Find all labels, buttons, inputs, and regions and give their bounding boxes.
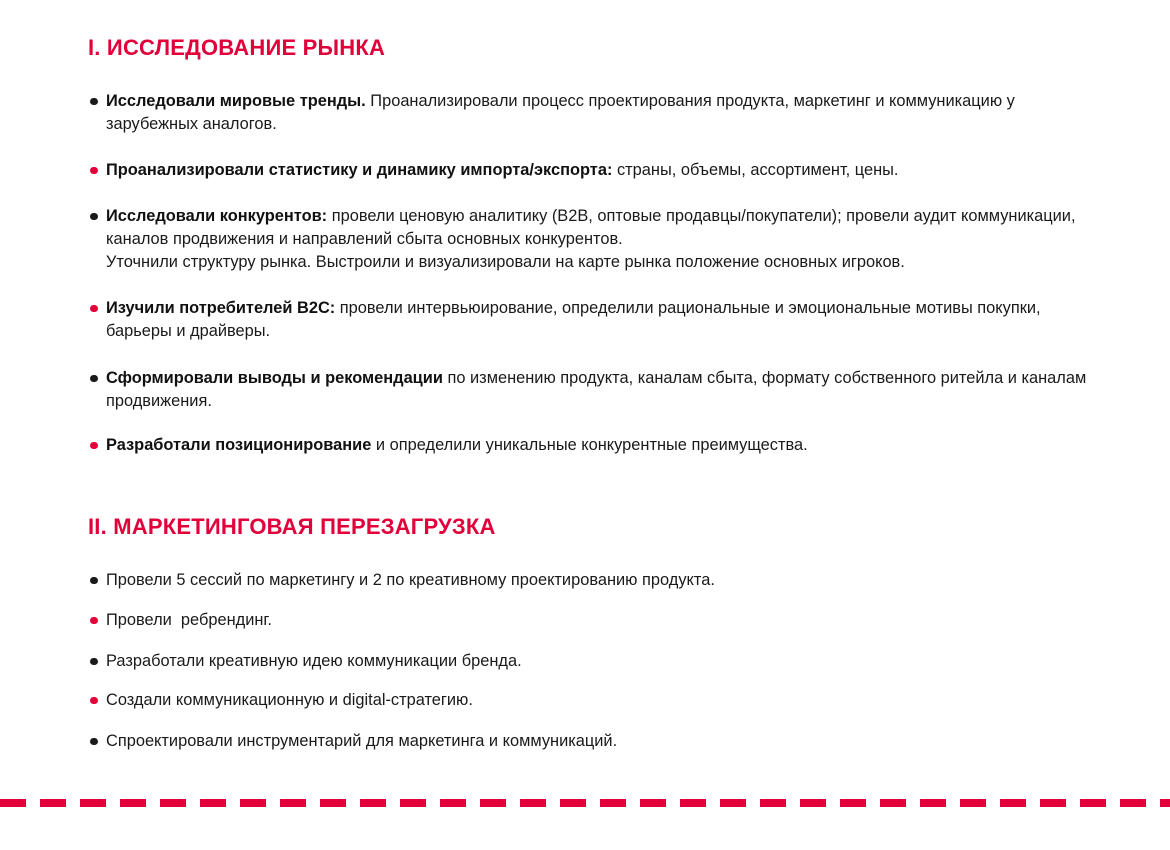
list-item <box>106 205 1096 274</box>
bullet-icon <box>90 738 98 745</box>
list-item <box>106 434 1096 457</box>
bullet-icon <box>90 213 98 220</box>
item-bold: Исследовали конкурентов: <box>106 207 328 225</box>
item-text: Разработали креативную идею коммуникации бренда. <box>106 652 522 670</box>
item-text: по изменению продукта, каналам сбыта, формату собственного ритейла и каналам продвижения. <box>106 369 1087 410</box>
section1-title: I. ИССЛЕДОВАНИЕ РЫНКА <box>88 35 386 60</box>
bullet-icon <box>90 697 98 704</box>
list-item <box>106 609 1096 632</box>
item-bold: Сформировали выводы и рекомендации <box>106 369 443 387</box>
bullet-icon <box>90 375 98 382</box>
bullet-icon <box>90 442 98 449</box>
item-text: Проанализировали процесс проектирования продукта, маркетинг и коммуникацию у зарубежных аналогов. <box>106 92 1015 133</box>
item-text: Провели 5 сессий по маркетингу и 2 по креативному проектированию продукта. <box>106 571 715 589</box>
list-item <box>106 90 1096 136</box>
bullet-icon <box>90 658 98 665</box>
item-text: Провели ребрендинг. <box>106 611 272 629</box>
item-text: Создали коммуникационную и digital-стратегию. <box>106 691 473 709</box>
item-bold: Исследовали мировые тренды. <box>106 92 366 110</box>
bullet-icon <box>90 577 98 584</box>
list-item <box>106 650 1096 673</box>
bullet-icon <box>90 305 98 312</box>
section2-title: II. МАРКЕТИНГОВАЯ ПЕРЕЗАГРУЗКА <box>88 514 496 539</box>
item-text: Спроектировали инструментарий для маркетинга и коммуникаций. <box>106 732 618 750</box>
dashed-divider <box>0 799 1170 807</box>
item-bold: Проанализировали статистику и динамику импорта/экспорта: <box>106 161 613 179</box>
item-text: страны, объемы, ассортимент, цены. <box>612 161 899 179</box>
bullet-icon <box>90 98 98 105</box>
list-item <box>106 159 1096 182</box>
list-item <box>106 689 1096 712</box>
list-item <box>106 297 1096 343</box>
item-bold: Изучили потребителей B2C: <box>106 299 336 317</box>
item-bold: Разработали позиционирование <box>106 436 372 454</box>
item-text: провели интервьюирование, определили рациональные и эмоциональные мотивы покупки, барьеры и драйверы. <box>106 299 1041 340</box>
bullet-icon <box>90 617 98 624</box>
item-text: Уточнили структуру рынка. Выстроили и визуализировали на карте рынка положение основных игроков. <box>106 253 905 271</box>
item-text: и определили уникальные конкурентные преимущества. <box>371 436 808 454</box>
bullet-icon <box>90 167 98 174</box>
list-item <box>106 730 1096 753</box>
list-item <box>106 367 1096 413</box>
list-item <box>106 569 1096 592</box>
item-text: провели ценовую аналитику (B2B, оптовые продавцы/покупатели); провели аудит коммуникации, каналов продвижения и направлений сбыта основных конкурентов. <box>106 207 1076 248</box>
